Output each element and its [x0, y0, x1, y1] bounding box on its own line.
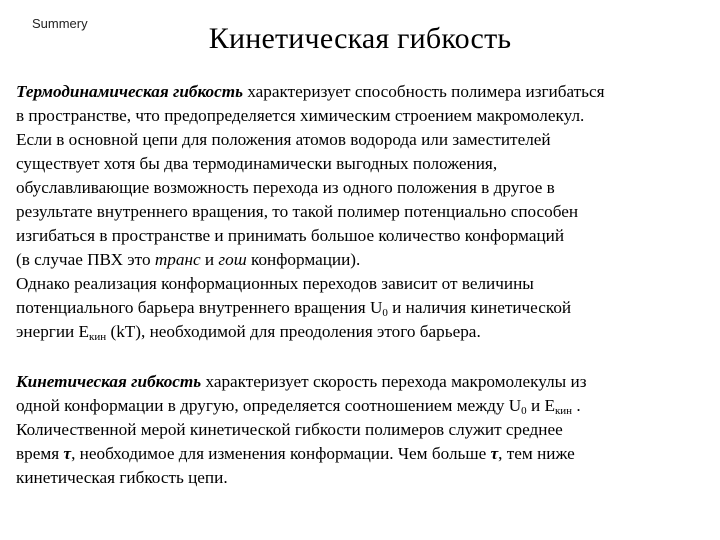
text-fragment: и наличия кинетической: [387, 298, 572, 317]
tau-symbol: τ: [63, 444, 72, 463]
text-line: [16, 370, 716, 394]
text-fragment: время: [16, 444, 64, 463]
text-line: результате внутреннего вращения, то такой полимер потенциально способен: [16, 202, 579, 221]
text-fragment: потенциального барьера внутреннего вращения U: [16, 298, 383, 317]
paragraph-kinetic-flexibility: [16, 370, 716, 490]
term-kinetic-flexibility: Кинетическая гибкость: [16, 372, 202, 391]
subscript: 0: [382, 307, 388, 319]
text-line: кинетическая гибкость цепи.: [16, 468, 228, 487]
text-line: обуславливающие возможность перехода из одного положения в другое в: [16, 178, 555, 197]
text-fragment: характеризует способность полимера изгибаться: [243, 82, 605, 101]
term-trans: транс: [154, 250, 201, 269]
text-fragment: , тем ниже: [498, 444, 575, 463]
text-line: [16, 248, 716, 272]
text-fragment: и E: [526, 396, 555, 415]
text-line: [16, 296, 716, 320]
summary-label: Summery: [32, 16, 88, 31]
text-line: Количественной мерой кинетической гибкости полимеров служит среднее: [16, 420, 563, 439]
subscript: кин: [554, 405, 573, 417]
text-line: существует хотя бы два термодинамически выгодных положения,: [16, 154, 498, 173]
text-line: [16, 80, 716, 104]
text-fragment: одной конформации в другую, определяется соотношением между U: [16, 396, 522, 415]
page-title: Кинетическая гибкость: [208, 22, 512, 55]
term-gosh: гош: [218, 250, 247, 269]
text-fragment: и: [200, 250, 219, 269]
text-line: изгибаться в пространстве и принимать большое количество конформаций: [16, 226, 565, 245]
text-line: [16, 394, 716, 418]
text-fragment: (в случае ПВХ это: [16, 250, 155, 269]
text-fragment: .: [572, 396, 581, 415]
subscript: 0: [521, 405, 527, 417]
term-thermodynamic-flexibility: Термодинамическая гибкость: [16, 82, 244, 101]
text-line: [16, 442, 716, 466]
subscript: кин: [89, 331, 107, 343]
text-fragment: характеризует скорость перехода макромолекулы из: [201, 372, 587, 391]
text-line: в пространстве, что предопределяется химическим строением макромолекул.: [16, 106, 585, 125]
text-line: [16, 320, 716, 344]
text-line: Однако реализация конформационных переходов зависит от величины: [16, 274, 534, 293]
text-fragment: , необходимое для изменения конформации. Чем больше: [71, 444, 491, 463]
paragraph-thermodynamic-flexibility: [16, 80, 716, 344]
text-line: Если в основной цепи для положения атомов водорода или заместителей: [16, 130, 551, 149]
text-fragment: (kT), необходимой для преодоления этого барьера.: [106, 322, 481, 341]
text-fragment: энергии E: [16, 322, 90, 341]
text-fragment: конформации).: [246, 250, 361, 269]
tau-symbol: τ: [490, 444, 499, 463]
